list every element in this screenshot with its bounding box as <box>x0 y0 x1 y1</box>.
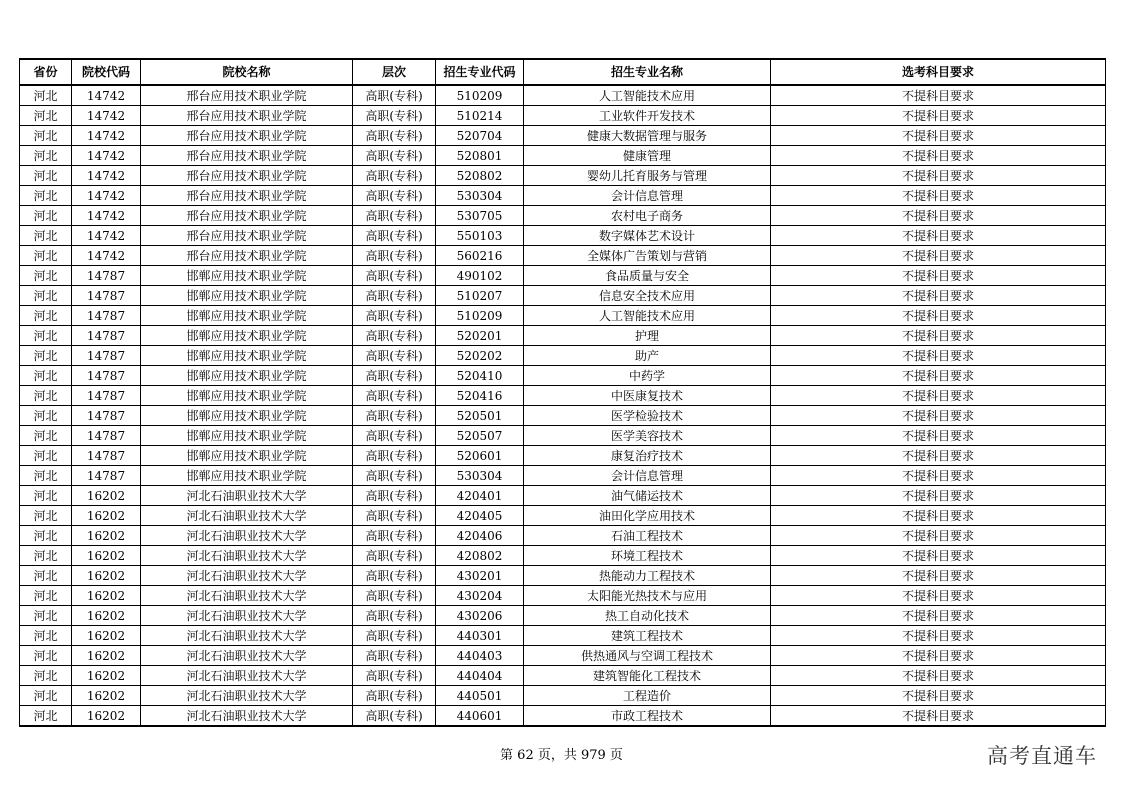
table-row <box>20 386 1106 406</box>
cell-major-name: 食品质量与安全 <box>524 266 771 286</box>
cell-major-name: 助产 <box>524 346 771 366</box>
cell-major-name: 护理 <box>524 326 771 346</box>
cell-province: 河北 <box>20 306 72 326</box>
cell-subject-requirement: 不提科目要求 <box>771 466 1106 486</box>
cell-school-code: 14742 <box>72 186 141 206</box>
cell-major-name: 工程造价 <box>524 686 771 706</box>
cell-subject-requirement: 不提科目要求 <box>771 706 1106 727</box>
cell-major-code: 520801 <box>436 146 524 166</box>
cell-school-code: 16202 <box>72 706 141 727</box>
cell-province: 河北 <box>20 706 72 727</box>
cell-major-code: 520410 <box>436 366 524 386</box>
cell-school-name: 河北石油职业技术大学 <box>141 586 353 606</box>
cell-province: 河北 <box>20 606 72 626</box>
cell-province: 河北 <box>20 546 72 566</box>
table-row <box>20 366 1106 386</box>
cell-school-name: 邯郸应用技术职业学院 <box>141 386 353 406</box>
cell-subject-requirement: 不提科目要求 <box>771 106 1106 126</box>
cell-school-code: 16202 <box>72 686 141 706</box>
cell-major-name: 数字媒体艺术设计 <box>524 226 771 246</box>
cell-level: 高职(专科) <box>353 246 436 266</box>
cell-school-name: 河北石油职业技术大学 <box>141 526 353 546</box>
cell-major-code: 520601 <box>436 446 524 466</box>
header-province: 省份 <box>20 59 72 85</box>
cell-subject-requirement: 不提科目要求 <box>771 306 1106 326</box>
cell-level: 高职(专科) <box>353 346 436 366</box>
cell-province: 河北 <box>20 406 72 426</box>
cell-school-code: 16202 <box>72 486 141 506</box>
cell-major-code: 490102 <box>436 266 524 286</box>
cell-school-name: 邢台应用技术职业学院 <box>141 226 353 246</box>
cell-level: 高职(专科) <box>353 386 436 406</box>
table-row <box>20 186 1106 206</box>
table-row <box>20 486 1106 506</box>
cell-level: 高职(专科) <box>353 646 436 666</box>
table-header-row <box>20 59 1106 85</box>
cell-province: 河北 <box>20 646 72 666</box>
cell-subject-requirement: 不提科目要求 <box>771 586 1106 606</box>
cell-subject-requirement: 不提科目要求 <box>771 266 1106 286</box>
cell-school-code: 14742 <box>72 85 141 106</box>
cell-major-code: 430206 <box>436 606 524 626</box>
table-row <box>20 166 1106 186</box>
cell-school-code: 14787 <box>72 286 141 306</box>
cell-school-code: 14742 <box>72 126 141 146</box>
cell-school-code: 14787 <box>72 326 141 346</box>
cell-subject-requirement: 不提科目要求 <box>771 526 1106 546</box>
cell-school-name: 邢台应用技术职业学院 <box>141 166 353 186</box>
header-school-name: 院校名称 <box>141 59 353 85</box>
cell-major-code: 530705 <box>436 206 524 226</box>
cell-major-name: 油气储运技术 <box>524 486 771 506</box>
cell-major-name: 供热通风与空调工程技术 <box>524 646 771 666</box>
table-row <box>20 586 1106 606</box>
cell-subject-requirement: 不提科目要求 <box>771 126 1106 146</box>
cell-major-name: 石油工程技术 <box>524 526 771 546</box>
cell-major-code: 440403 <box>436 646 524 666</box>
cell-school-code: 16202 <box>72 666 141 686</box>
cell-subject-requirement: 不提科目要求 <box>771 226 1106 246</box>
cell-school-code: 16202 <box>72 606 141 626</box>
cell-major-code: 430204 <box>436 586 524 606</box>
table-row <box>20 326 1106 346</box>
cell-subject-requirement: 不提科目要求 <box>771 386 1106 406</box>
table-row <box>20 646 1106 666</box>
cell-level: 高职(专科) <box>353 326 436 346</box>
cell-major-code: 550103 <box>436 226 524 246</box>
cell-major-name: 会计信息管理 <box>524 186 771 206</box>
cell-subject-requirement: 不提科目要求 <box>771 346 1106 366</box>
cell-subject-requirement: 不提科目要求 <box>771 446 1106 466</box>
cell-major-name: 健康管理 <box>524 146 771 166</box>
cell-major-code: 440404 <box>436 666 524 686</box>
cell-school-name: 邢台应用技术职业学院 <box>141 106 353 126</box>
cell-major-name: 康复治疗技术 <box>524 446 771 466</box>
header-major-name: 招生专业名称 <box>524 59 771 85</box>
cell-subject-requirement: 不提科目要求 <box>771 366 1106 386</box>
cell-school-name: 河北石油职业技术大学 <box>141 686 353 706</box>
cell-major-name: 热工自动化技术 <box>524 606 771 626</box>
cell-subject-requirement: 不提科目要求 <box>771 506 1106 526</box>
cell-province: 河北 <box>20 146 72 166</box>
table-row <box>20 706 1106 727</box>
cell-level: 高职(专科) <box>353 106 436 126</box>
cell-province: 河北 <box>20 326 72 346</box>
cell-level: 高职(专科) <box>353 606 436 626</box>
cell-school-name: 邯郸应用技术职业学院 <box>141 286 353 306</box>
cell-major-name: 中医康复技术 <box>524 386 771 406</box>
cell-major-code: 510214 <box>436 106 524 126</box>
cell-major-code: 420406 <box>436 526 524 546</box>
cell-school-code: 14787 <box>72 346 141 366</box>
cell-subject-requirement: 不提科目要求 <box>771 186 1106 206</box>
cell-subject-requirement: 不提科目要求 <box>771 626 1106 646</box>
cell-level: 高职(专科) <box>353 506 436 526</box>
cell-school-code: 16202 <box>72 646 141 666</box>
cell-school-name: 邯郸应用技术职业学院 <box>141 326 353 346</box>
cell-subject-requirement: 不提科目要求 <box>771 426 1106 446</box>
cell-major-code: 520501 <box>436 406 524 426</box>
cell-major-code: 520202 <box>436 346 524 366</box>
cell-major-code: 520201 <box>436 326 524 346</box>
cell-level: 高职(专科) <box>353 486 436 506</box>
cell-level: 高职(专科) <box>353 266 436 286</box>
cell-level: 高职(专科) <box>353 566 436 586</box>
cell-major-code: 440501 <box>436 686 524 706</box>
cell-level: 高职(专科) <box>353 126 436 146</box>
cell-subject-requirement: 不提科目要求 <box>771 606 1106 626</box>
cell-subject-requirement: 不提科目要求 <box>771 686 1106 706</box>
table-row <box>20 146 1106 166</box>
table-row <box>20 106 1106 126</box>
cell-major-code: 530304 <box>436 466 524 486</box>
cell-level: 高职(专科) <box>353 146 436 166</box>
cell-school-name: 河北石油职业技术大学 <box>141 606 353 626</box>
header-subject-requirement: 选考科目要求 <box>771 59 1106 85</box>
cell-subject-requirement: 不提科目要求 <box>771 546 1106 566</box>
cell-province: 河北 <box>20 266 72 286</box>
cell-major-code: 520704 <box>436 126 524 146</box>
cell-major-name: 婴幼儿托育服务与管理 <box>524 166 771 186</box>
cell-school-name: 邢台应用技术职业学院 <box>141 246 353 266</box>
cell-school-name: 河北石油职业技术大学 <box>141 706 353 727</box>
cell-school-code: 14742 <box>72 166 141 186</box>
cell-school-code: 14742 <box>72 226 141 246</box>
cell-school-code: 16202 <box>72 566 141 586</box>
cell-level: 高职(专科) <box>353 85 436 106</box>
cell-school-code: 14742 <box>72 246 141 266</box>
cell-school-name: 邯郸应用技术职业学院 <box>141 406 353 426</box>
cell-school-code: 14787 <box>72 446 141 466</box>
cell-level: 高职(专科) <box>353 286 436 306</box>
cell-major-code: 530304 <box>436 186 524 206</box>
cell-subject-requirement: 不提科目要求 <box>771 326 1106 346</box>
cell-province: 河北 <box>20 586 72 606</box>
cell-major-code: 420401 <box>436 486 524 506</box>
table-row <box>20 426 1106 446</box>
cell-province: 河北 <box>20 246 72 266</box>
table-row <box>20 406 1106 426</box>
cell-school-code: 14787 <box>72 466 141 486</box>
cell-level: 高职(专科) <box>353 406 436 426</box>
page-number: 第 62 页，共 979 页 <box>500 748 623 763</box>
cell-school-name: 邯郸应用技术职业学院 <box>141 466 353 486</box>
cell-province: 河北 <box>20 346 72 366</box>
cell-school-code: 14787 <box>72 386 141 406</box>
cell-subject-requirement: 不提科目要求 <box>771 566 1106 586</box>
cell-major-code: 510209 <box>436 85 524 106</box>
table-row <box>20 226 1106 246</box>
header-school-code: 院校代码 <box>72 59 141 85</box>
cell-major-name: 会计信息管理 <box>524 466 771 486</box>
cell-major-name: 全媒体广告策划与营销 <box>524 246 771 266</box>
cell-school-code: 16202 <box>72 586 141 606</box>
cell-school-name: 邯郸应用技术职业学院 <box>141 426 353 446</box>
cell-province: 河北 <box>20 166 72 186</box>
table-row <box>20 306 1106 326</box>
cell-major-code: 520802 <box>436 166 524 186</box>
cell-major-name: 健康大数据管理与服务 <box>524 126 771 146</box>
cell-level: 高职(专科) <box>353 686 436 706</box>
cell-major-name: 热能动力工程技术 <box>524 566 771 586</box>
cell-school-code: 14787 <box>72 366 141 386</box>
cell-school-name: 河北石油职业技术大学 <box>141 506 353 526</box>
table-row <box>20 606 1106 626</box>
cell-school-name: 邢台应用技术职业学院 <box>141 85 353 106</box>
cell-level: 高职(专科) <box>353 666 436 686</box>
cell-school-code: 16202 <box>72 626 141 646</box>
cell-subject-requirement: 不提科目要求 <box>771 246 1106 266</box>
cell-school-name: 邯郸应用技术职业学院 <box>141 446 353 466</box>
cell-major-name: 市政工程技术 <box>524 706 771 727</box>
cell-province: 河北 <box>20 286 72 306</box>
cell-province: 河北 <box>20 106 72 126</box>
cell-major-code: 520416 <box>436 386 524 406</box>
table-row <box>20 126 1106 146</box>
cell-school-name: 河北石油职业技术大学 <box>141 546 353 566</box>
cell-subject-requirement: 不提科目要求 <box>771 146 1106 166</box>
header-major-code: 招生专业代码 <box>436 59 524 85</box>
cell-subject-requirement: 不提科目要求 <box>771 646 1106 666</box>
cell-province: 河北 <box>20 386 72 406</box>
cell-major-name: 中药学 <box>524 366 771 386</box>
cell-province: 河北 <box>20 486 72 506</box>
cell-major-name: 农村电子商务 <box>524 206 771 226</box>
cell-major-name: 工业软件开发技术 <box>524 106 771 126</box>
cell-major-code: 440301 <box>436 626 524 646</box>
cell-province: 河北 <box>20 666 72 686</box>
cell-province: 河北 <box>20 126 72 146</box>
cell-school-code: 14742 <box>72 146 141 166</box>
cell-level: 高职(专科) <box>353 626 436 646</box>
table-row <box>20 686 1106 706</box>
cell-major-name: 建筑工程技术 <box>524 626 771 646</box>
cell-major-name: 人工智能技术应用 <box>524 85 771 106</box>
table-row <box>20 206 1106 226</box>
cell-major-name: 医学检验技术 <box>524 406 771 426</box>
cell-school-name: 邯郸应用技术职业学院 <box>141 306 353 326</box>
cell-province: 河北 <box>20 226 72 246</box>
cell-province: 河北 <box>20 686 72 706</box>
cell-major-name: 环境工程技术 <box>524 546 771 566</box>
cell-major-name: 建筑智能化工程技术 <box>524 666 771 686</box>
cell-school-name: 河北石油职业技术大学 <box>141 646 353 666</box>
cell-school-name: 邯郸应用技术职业学院 <box>141 266 353 286</box>
cell-subject-requirement: 不提科目要求 <box>771 666 1106 686</box>
cell-school-code: 14742 <box>72 206 141 226</box>
table-body <box>20 85 1106 726</box>
admission-table <box>19 58 1106 727</box>
table-row <box>20 446 1106 466</box>
cell-subject-requirement: 不提科目要求 <box>771 85 1106 106</box>
cell-school-code: 14742 <box>72 106 141 126</box>
cell-school-name: 河北石油职业技术大学 <box>141 666 353 686</box>
cell-school-name: 河北石油职业技术大学 <box>141 566 353 586</box>
cell-subject-requirement: 不提科目要求 <box>771 166 1106 186</box>
cell-major-code: 510207 <box>436 286 524 306</box>
watermark-logo: 高考直通车 <box>987 744 1097 768</box>
cell-major-code: 510209 <box>436 306 524 326</box>
cell-province: 河北 <box>20 186 72 206</box>
cell-province: 河北 <box>20 85 72 106</box>
cell-major-name: 油田化学应用技术 <box>524 506 771 526</box>
table-row <box>20 85 1106 106</box>
cell-level: 高职(专科) <box>353 166 436 186</box>
cell-level: 高职(专科) <box>353 706 436 727</box>
cell-major-code: 440601 <box>436 706 524 727</box>
table-row <box>20 506 1106 526</box>
cell-school-name: 邢台应用技术职业学院 <box>141 186 353 206</box>
table-row <box>20 526 1106 546</box>
cell-province: 河北 <box>20 466 72 486</box>
cell-school-name: 邢台应用技术职业学院 <box>141 146 353 166</box>
cell-subject-requirement: 不提科目要求 <box>771 286 1106 306</box>
cell-school-name: 邯郸应用技术职业学院 <box>141 366 353 386</box>
cell-level: 高职(专科) <box>353 446 436 466</box>
cell-school-name: 河北石油职业技术大学 <box>141 626 353 646</box>
cell-school-code: 16202 <box>72 506 141 526</box>
cell-province: 河北 <box>20 506 72 526</box>
table-row <box>20 566 1106 586</box>
cell-level: 高职(专科) <box>353 206 436 226</box>
cell-level: 高职(专科) <box>353 366 436 386</box>
cell-province: 河北 <box>20 526 72 546</box>
cell-school-code: 14787 <box>72 406 141 426</box>
cell-province: 河北 <box>20 206 72 226</box>
cell-province: 河北 <box>20 566 72 586</box>
cell-major-name: 信息安全技术应用 <box>524 286 771 306</box>
cell-school-name: 邢台应用技术职业学院 <box>141 126 353 146</box>
cell-major-code: 560216 <box>436 246 524 266</box>
cell-level: 高职(专科) <box>353 226 436 246</box>
table-row <box>20 286 1106 306</box>
cell-school-code: 16202 <box>72 546 141 566</box>
cell-school-name: 河北石油职业技术大学 <box>141 486 353 506</box>
cell-province: 河北 <box>20 426 72 446</box>
table-row <box>20 246 1106 266</box>
header-level: 层次 <box>353 59 436 85</box>
cell-subject-requirement: 不提科目要求 <box>771 206 1106 226</box>
cell-level: 高职(专科) <box>353 186 436 206</box>
cell-major-name: 人工智能技术应用 <box>524 306 771 326</box>
cell-level: 高职(专科) <box>353 586 436 606</box>
table-row <box>20 346 1106 366</box>
cell-level: 高职(专科) <box>353 526 436 546</box>
cell-subject-requirement: 不提科目要求 <box>771 486 1106 506</box>
cell-level: 高职(专科) <box>353 466 436 486</box>
table-row <box>20 466 1106 486</box>
cell-province: 河北 <box>20 626 72 646</box>
cell-level: 高职(专科) <box>353 426 436 446</box>
cell-school-name: 邯郸应用技术职业学院 <box>141 346 353 366</box>
table-row <box>20 266 1106 286</box>
cell-major-name: 医学美容技术 <box>524 426 771 446</box>
cell-major-code: 420802 <box>436 546 524 566</box>
cell-major-code: 520507 <box>436 426 524 446</box>
cell-school-code: 14787 <box>72 426 141 446</box>
table-row <box>20 626 1106 646</box>
cell-level: 高职(专科) <box>353 546 436 566</box>
cell-school-code: 14787 <box>72 306 141 326</box>
table-row <box>20 666 1106 686</box>
cell-school-code: 14787 <box>72 266 141 286</box>
cell-level: 高职(专科) <box>353 306 436 326</box>
cell-province: 河北 <box>20 446 72 466</box>
cell-major-name: 太阳能光热技术与应用 <box>524 586 771 606</box>
cell-major-code: 420405 <box>436 506 524 526</box>
cell-school-name: 邢台应用技术职业学院 <box>141 206 353 226</box>
cell-school-code: 16202 <box>72 526 141 546</box>
cell-major-code: 430201 <box>436 566 524 586</box>
cell-province: 河北 <box>20 366 72 386</box>
table-row <box>20 546 1106 566</box>
cell-subject-requirement: 不提科目要求 <box>771 406 1106 426</box>
